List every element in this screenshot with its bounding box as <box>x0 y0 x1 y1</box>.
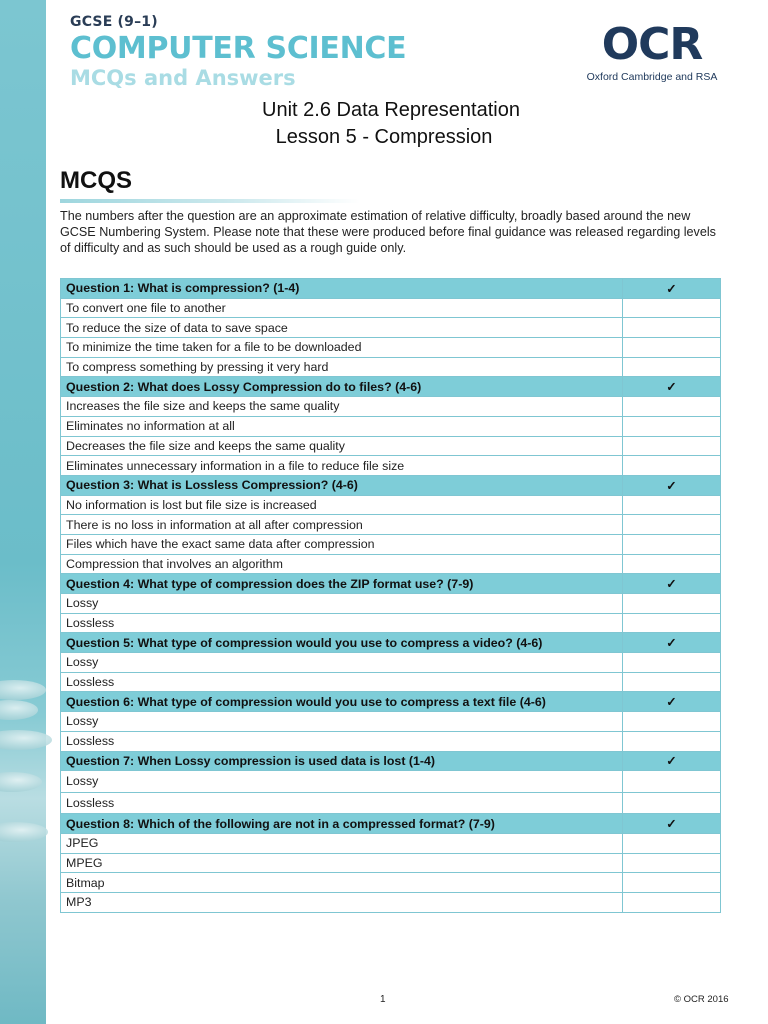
answer-row <box>61 357 721 377</box>
answer-option: To reduce the size of data to save space <box>61 318 623 338</box>
answer-option: MP3 <box>61 892 623 912</box>
answer-option: Lossy <box>61 594 623 614</box>
answer-row <box>61 833 721 853</box>
question-text: Question 2: What does Lossy Compression do to files? (4-6) <box>61 377 623 397</box>
question-row <box>61 377 721 397</box>
answer-option: No information is lost but file size is increased <box>61 495 623 515</box>
answer-row <box>61 792 721 814</box>
answer-tick-cell[interactable] <box>623 357 721 377</box>
answer-tick-cell[interactable] <box>623 495 721 515</box>
answer-row <box>61 672 721 692</box>
question-text: Question 3: What is Lossless Compression? (4-6) <box>61 475 623 495</box>
answer-row <box>61 731 721 751</box>
answer-tick-cell[interactable] <box>623 771 721 793</box>
tick-column-header: ✓ <box>623 633 721 653</box>
copyright-notice: © OCR 2016 <box>674 994 729 1005</box>
answer-row <box>61 534 721 554</box>
answer-option: Eliminates unnecessary information in a file to reduce file size <box>61 456 623 476</box>
answer-option: Bitmap <box>61 873 623 893</box>
question-text: Question 1: What is compression? (1-4) <box>61 279 623 299</box>
answer-tick-cell[interactable] <box>623 594 721 614</box>
question-text: Question 8: Which of the following are not in a compressed format? (7-9) <box>61 814 623 834</box>
answer-row <box>61 873 721 893</box>
answer-option: Lossless <box>61 672 623 692</box>
answer-option: Files which have the exact same data after compression <box>61 534 623 554</box>
question-row <box>61 574 721 594</box>
answer-tick-cell[interactable] <box>623 534 721 554</box>
answer-tick-cell[interactable] <box>623 873 721 893</box>
decorative-side-strip <box>0 0 46 1024</box>
answer-tick-cell[interactable] <box>623 436 721 456</box>
heading-underline <box>60 199 360 203</box>
decorative-disc <box>0 700 38 720</box>
tick-column-header: ✓ <box>623 574 721 594</box>
answer-option: Lossless <box>61 792 623 814</box>
answer-tick-cell[interactable] <box>623 833 721 853</box>
answer-row <box>61 554 721 574</box>
answer-option: JPEG <box>61 833 623 853</box>
document-subtitle: MCQs and Answers <box>70 66 296 90</box>
answer-tick-cell[interactable] <box>623 298 721 318</box>
section-heading: MCQS <box>60 167 132 194</box>
answer-tick-cell[interactable] <box>623 853 721 873</box>
answer-tick-cell[interactable] <box>623 554 721 574</box>
answer-option: There is no loss in information at all after compression <box>61 515 623 535</box>
answer-row <box>61 397 721 417</box>
decorative-disc <box>0 822 48 842</box>
answer-tick-cell[interactable] <box>623 338 721 358</box>
decorative-disc <box>0 680 46 700</box>
intro-paragraph: The numbers after the question are an approximate estimation of relative difficulty, broadly based around the new GCSE Numbering System. Please note that these were produced before final guidance was released regarding levels of difficulty and as such should be used as a rough guide only. <box>60 209 716 255</box>
answer-option: Increases the file size and keeps the same quality <box>61 397 623 417</box>
answer-option: To minimize the time taken for a file to be downloaded <box>61 338 623 358</box>
decorative-disc <box>0 772 42 792</box>
answer-row <box>61 456 721 476</box>
question-row <box>61 751 721 771</box>
question-text: Question 4: What type of compression does the ZIP format use? (7-9) <box>61 574 623 594</box>
answer-tick-cell[interactable] <box>623 416 721 436</box>
question-text: Question 5: What type of compression would you use to compress a video? (4-6) <box>61 633 623 653</box>
answer-option: Eliminates no information at all <box>61 416 623 436</box>
page-number: 1 <box>380 994 386 1005</box>
tick-column-header: ✓ <box>623 377 721 397</box>
answer-tick-cell[interactable] <box>623 515 721 535</box>
lesson-title: Lesson 5 - Compression <box>275 126 493 148</box>
answer-row <box>61 892 721 912</box>
tick-column-header: ✓ <box>623 814 721 834</box>
question-row <box>61 475 721 495</box>
brand-header <box>70 14 406 90</box>
tick-column-header: ✓ <box>623 279 721 299</box>
mcq-table <box>60 278 721 913</box>
answer-row <box>61 298 721 318</box>
answer-row <box>61 338 721 358</box>
answer-tick-cell[interactable] <box>623 318 721 338</box>
answer-option: MPEG <box>61 853 623 873</box>
answer-tick-cell[interactable] <box>623 792 721 814</box>
answer-tick-cell[interactable] <box>623 613 721 633</box>
tick-column-header: ✓ <box>623 692 721 712</box>
question-row <box>61 633 721 653</box>
decorative-disc <box>0 730 52 750</box>
answer-tick-cell[interactable] <box>623 653 721 673</box>
unit-title: Unit 2.6 Data Representation <box>262 99 520 121</box>
answer-option: Lossless <box>61 731 623 751</box>
answer-tick-cell[interactable] <box>623 456 721 476</box>
tick-column-header: ✓ <box>623 475 721 495</box>
answer-option: Decreases the file size and keeps the same quality <box>61 436 623 456</box>
ocr-logo-wordmark: OCR <box>601 19 703 70</box>
answer-tick-cell[interactable] <box>623 712 721 732</box>
answer-option: Compression that involves an algorithm <box>61 554 623 574</box>
answer-row <box>61 594 721 614</box>
subject-title: COMPUTER SCIENCE <box>70 31 407 66</box>
answer-tick-cell[interactable] <box>623 892 721 912</box>
question-row <box>61 279 721 299</box>
answer-row <box>61 515 721 535</box>
answer-option: Lossless <box>61 613 623 633</box>
answer-row <box>61 613 721 633</box>
answer-option: Lossy <box>61 712 623 732</box>
answer-tick-cell[interactable] <box>623 731 721 751</box>
answer-option: To convert one file to another <box>61 298 623 318</box>
ocr-logo <box>572 19 732 83</box>
question-row <box>61 692 721 712</box>
document-titles <box>0 97 768 151</box>
answer-option: Lossy <box>61 653 623 673</box>
answer-option: Lossy <box>61 771 623 793</box>
answer-tick-cell[interactable] <box>623 397 721 417</box>
gcse-label: GCSE (9–1) <box>70 14 158 30</box>
answer-tick-cell[interactable] <box>623 672 721 692</box>
ocr-logo-tagline: Oxford Cambridge and RSA <box>586 71 718 83</box>
answer-row <box>61 853 721 873</box>
question-text: Question 6: What type of compression would you use to compress a text file (4-6) <box>61 692 623 712</box>
answer-row <box>61 318 721 338</box>
answer-row <box>61 653 721 673</box>
question-row <box>61 814 721 834</box>
answer-row <box>61 436 721 456</box>
answer-row <box>61 712 721 732</box>
answer-option: To compress something by pressing it very hard <box>61 357 623 377</box>
answer-row <box>61 771 721 793</box>
answer-row <box>61 495 721 515</box>
question-text: Question 7: When Lossy compression is used data is lost (1-4) <box>61 751 623 771</box>
tick-column-header: ✓ <box>623 751 721 771</box>
answer-row <box>61 416 721 436</box>
